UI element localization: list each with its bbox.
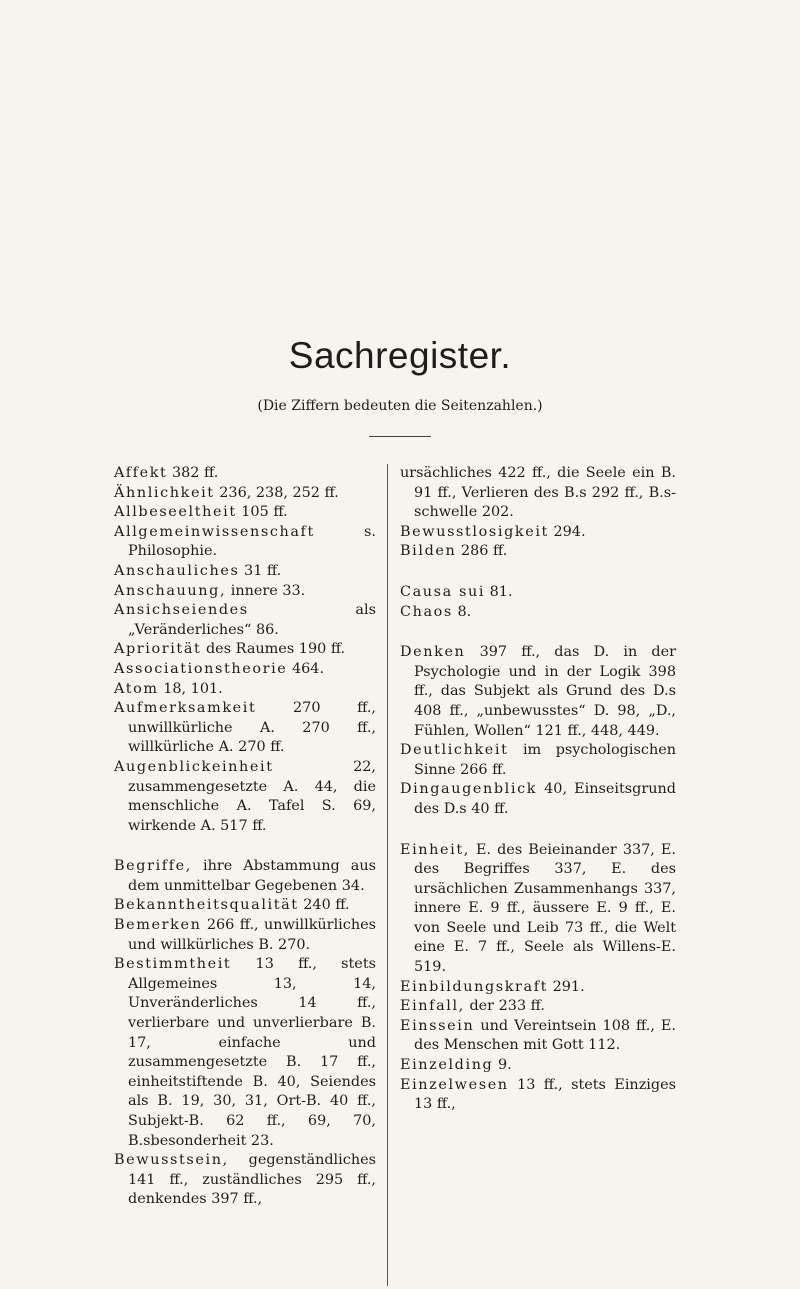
entry-head: Bemerken — [114, 917, 202, 934]
entry-text: 464. — [287, 660, 325, 677]
index-entry — [114, 503, 376, 523]
right-column — [400, 464, 676, 1115]
index-entry — [400, 780, 676, 819]
left-column — [114, 464, 376, 1210]
entry-text: 286 ff. — [456, 543, 508, 560]
title-rule — [369, 436, 431, 437]
entry-head: Einzelding — [400, 1057, 494, 1074]
index-entry — [114, 640, 376, 660]
entry-text: 31 ff. — [239, 562, 282, 579]
index-entry — [114, 464, 376, 484]
entry-head: Affekt — [114, 465, 168, 481]
entry-head: Einbildungskraft — [400, 978, 549, 995]
entry-head: Einheit, — [400, 841, 470, 858]
index-entry — [400, 741, 676, 780]
index-entry — [114, 680, 376, 700]
index-entry — [114, 758, 376, 836]
index-entry — [114, 562, 376, 582]
subtitle: (Die Ziffern bedeuten die Seitenzahlen.) — [257, 398, 543, 414]
column-divider — [387, 464, 388, 1286]
entry-head: Anschauung, — [114, 582, 227, 599]
entry-text: 236, 238, 252 ff. — [214, 484, 339, 501]
index-entry — [114, 955, 376, 1151]
entry-head: Causa sui — [400, 583, 486, 600]
index-entry — [400, 1017, 676, 1056]
entry-head: Augenblickeinheit — [114, 758, 274, 775]
entry-head: Allgemeinwissenschaft — [114, 523, 315, 540]
entry-head: Bewusstsein, — [114, 1152, 229, 1169]
entry-head: Denken — [400, 644, 466, 661]
entry-text: 8. — [452, 603, 472, 620]
entry-text: 40, Einseitsgrund des D.s 40 ff. — [414, 781, 676, 817]
entry-text: 291. — [548, 978, 585, 995]
page-title: Sachregister. — [288, 335, 512, 376]
index-entry — [114, 660, 376, 680]
index-entry — [114, 699, 376, 758]
entry-head: Associationstheorie — [114, 660, 288, 677]
entry-head: Bekanntheitsqualität — [114, 897, 299, 914]
index-entry — [400, 464, 676, 523]
entry-text: 18, 101. — [158, 680, 223, 697]
entry-text: s. Philosophie. — [128, 523, 376, 560]
entry-head: Ähnlichkeit — [114, 484, 215, 501]
index-entry — [114, 601, 376, 640]
index-entry — [400, 603, 676, 623]
entry-text: 13 ff., stets Allgemeines 13, 14, Unveränderliches 14 ff., verlierbare und unverlierbare B. 17, einfache und zusammengesetzte B. 17 ff., einheitstiftende B. 40, Seiendes als B. 19, 30, 31, Ort-B. 40 ff., Subjekt-B. 62 ff., 69, 70, B.sbesonderheit 23. — [128, 956, 376, 1149]
entry-head: Bestimmtheit — [114, 956, 232, 973]
entry-text: 240 ff. — [298, 897, 350, 914]
index-entry — [400, 583, 676, 603]
index-entry — [114, 916, 376, 955]
entry-text: 294. — [548, 523, 586, 540]
entry-head: Einssein — [400, 1017, 475, 1034]
index-entry — [114, 857, 376, 896]
index-entry — [114, 484, 376, 504]
index-entry — [114, 896, 376, 916]
entry-text: 397 ff., das D. in der Psychologie und in der Logik 398 ff., das Subjekt als Grund des D.s 408 ff., „unbewusstes“ D. 98, „D., Fühlen, Wollen“ 121 ff., 448, 449. — [414, 644, 676, 739]
entry-head: Apriorität — [114, 641, 202, 658]
entry-head: Deutlichkeit — [400, 742, 509, 759]
entry-text: 105 ff. — [236, 504, 288, 521]
entry-text: 382 ff. — [167, 465, 219, 481]
entry-text: ihre Abstammung aus dem unmittelbar Gegebenen 34. — [128, 858, 376, 894]
index-entry — [400, 978, 676, 998]
entry-head: Begriffe, — [114, 858, 192, 875]
entry-text: als „Veränderliches“ 86. — [128, 602, 376, 638]
entry-text: der 233 ff. — [464, 998, 545, 1015]
entry-head: Einfall, — [400, 998, 465, 1015]
entry-head: Anschauliches — [114, 562, 240, 579]
entry-head: Atom — [114, 680, 159, 697]
index-entry — [400, 841, 676, 978]
entry-head: Bilden — [400, 543, 457, 560]
entry-text: E. des Beieinander 337, E. des Begriffes 337, E. des ursächlichen Zusammenhangs 337, innere E. 9 ff., äussere E. 9 ff., E. von Seele und Leib 73 ff., die Welt eine E. 7 ff., Seele als Willens-E. 519. — [414, 841, 676, 976]
index-entry — [400, 542, 676, 562]
entry-text: innere 33. — [226, 582, 306, 599]
entry-text: 9. — [493, 1057, 512, 1074]
entry-text: gegenständliches 141 ff., zuständliches 295 ff., denkendes 397 ff., — [128, 1152, 376, 1208]
index-entry — [400, 523, 676, 543]
entry-head: Allbeseeltheit — [114, 504, 237, 521]
index-entry — [400, 1076, 676, 1115]
index-entry — [400, 643, 676, 741]
index-entry — [114, 523, 376, 562]
index-entry — [114, 582, 376, 602]
entry-text: 270 ff., unwillkürliche A. 270 ff., willkürliche A. 270 ff. — [128, 700, 376, 756]
entry-text: im psychologischen Sinne 266 ff. — [414, 742, 676, 778]
entry-head: Bewusstlosigkeit — [400, 523, 549, 540]
entry-head: Ansichseiendes — [114, 602, 249, 619]
entry-head: Einzelwesen — [400, 1076, 509, 1093]
entry-head: Dingaugenblick — [400, 781, 538, 798]
entry-text: des Raumes 190 ff. — [201, 641, 346, 658]
entry-text: und Vereintsein 108 ff., E. des Menschen mit Gott 112. — [414, 1017, 676, 1054]
entry-text: 81. — [485, 583, 513, 600]
index-entry — [400, 997, 676, 1017]
entry-text: 266 ff., unwillkürliches und willkürliches B. 270. — [128, 917, 376, 953]
entry-head: Aufmerksamkeit — [114, 700, 257, 717]
index-entry — [114, 1151, 376, 1210]
entry-text: ursächliches 422 ff., die Seele ein B. 91 ff., Verlieren des B.s 292 ff., B.s-schwelle 202. — [400, 465, 676, 521]
entry-text: 13 ff., stets Einziges 13 ff., — [414, 1076, 676, 1113]
entry-head: Chaos — [400, 603, 453, 620]
entry-text: 22, zusammengesetzte A. 44, die menschliche A. Tafel S. 69, wirkende A. 517 ff. — [128, 758, 376, 834]
index-entry — [400, 1056, 676, 1076]
